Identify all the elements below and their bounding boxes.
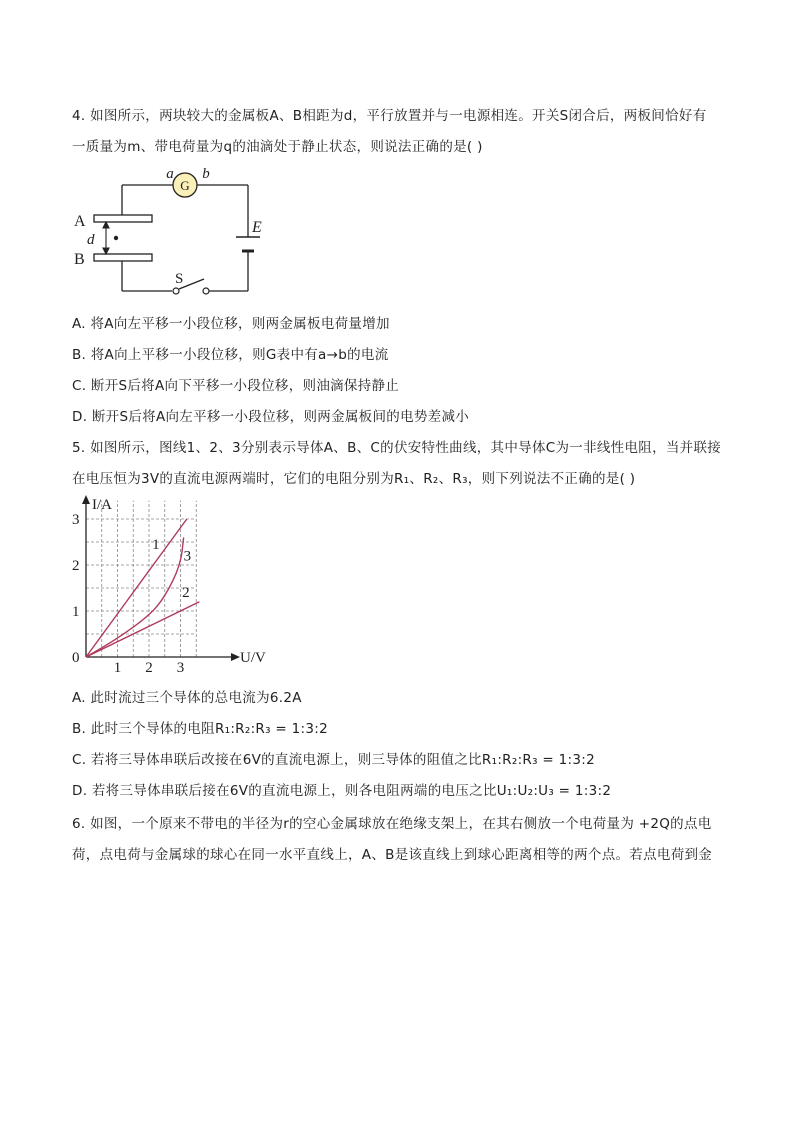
x-tick-label: 1: [113, 660, 122, 676]
x-tick-label: 2: [145, 660, 153, 676]
y-tick-label: 2: [72, 558, 80, 574]
y-tick-label: 3: [72, 512, 80, 528]
x-axis-arrow-icon: [231, 653, 240, 661]
q5-option-d: D. 若将三导体串联后接在6V的直流电源上，则各电阻两端的电压之比U₁:U₂:U₃ = 1:3:2: [72, 783, 612, 799]
chart-axes: [82, 495, 240, 661]
label-plate-a: A: [74, 213, 86, 230]
y-tick-label: 1: [72, 604, 80, 620]
oil-drop: [114, 236, 118, 240]
plate-b: [94, 254, 152, 261]
q6-stem-line1: 6. 如图，一个原来不带电的半径为r的空心金属球放在绝缘支架上，在其右侧放一个电荷量为 +2Q的点电: [72, 816, 712, 832]
label-d: d: [87, 232, 95, 248]
series-label-3: 3: [183, 548, 192, 565]
origin-label: 0: [72, 650, 80, 666]
iv-characteristic-chart: [72, 493, 282, 678]
q4-stem-line1: 4. 如图所示，两块较大的金属板A、B相距为d，平行放置并与一电源相连。开关S闭合后，两板间恰好有: [72, 108, 707, 124]
label-b: b: [202, 166, 210, 182]
series-label-2: 2: [182, 585, 190, 602]
q5-stem-line1: 5. 如图所示，图线1、2、3分别表示导体A、B、C的伏安特性曲线，其中导体C为一非线性电阻，当并联接: [72, 440, 722, 456]
label-a: a: [166, 166, 174, 182]
label-e: E: [252, 219, 262, 236]
q6-stem-line2: 荷，点电荷与金属球的球心在同一水平直线上，A、B是该直线上到球心距离相等的两个点。若点电荷到金: [72, 847, 713, 863]
q4-option-b: B. 将A向上平移一小段位移，则G表中有a→b的电流: [72, 347, 389, 363]
label-g: G: [180, 178, 190, 193]
y-axis-label: I/A: [92, 497, 112, 513]
q5-option-a: A. 此时流过三个导体的总电流为6.2A: [72, 690, 302, 706]
q4-option-c: C. 断开S后将A向下平移一小段位移，则油滴保持静止: [72, 378, 400, 394]
q5-option-c: C. 若将三导体串联后改接在6V的直流电源上，则三导体的阻值之比R₁:R₂:R₃ = 1:3:2: [72, 752, 595, 768]
x-axis-label: U/V: [240, 650, 266, 666]
label-s: S: [175, 271, 184, 287]
q4-option-d: D. 断开S后将A向左平移一小段位移，则两金属板间的电势差减小: [72, 409, 470, 425]
series-line-3: [86, 537, 184, 657]
q5-stem-line2: 在电压恒为3V的直流电源两端时，它们的电阻分别为R₁、R₂、R₃，则下列说法不正确的是( ): [72, 471, 636, 487]
series-line-2: [86, 602, 199, 657]
y-axis-arrow-icon: [82, 495, 90, 504]
x-tick-label: 3: [176, 660, 185, 676]
plate-a: [94, 215, 152, 222]
q4-circuit-figure: [72, 165, 272, 300]
series-label-1: 1: [152, 536, 160, 553]
q4-stem-line2: 一质量为m、带电荷量为q的油滴处于静止状态，则说法正确的是( ): [72, 139, 483, 155]
q5-option-b: B. 此时三个导体的电阻R₁:R₂:R₃ = 1:3:2: [72, 721, 328, 737]
label-plate-b: B: [74, 251, 85, 268]
q4-option-a: A. 将A向左平移一小段位移，则两金属板电荷量增加: [72, 316, 390, 332]
